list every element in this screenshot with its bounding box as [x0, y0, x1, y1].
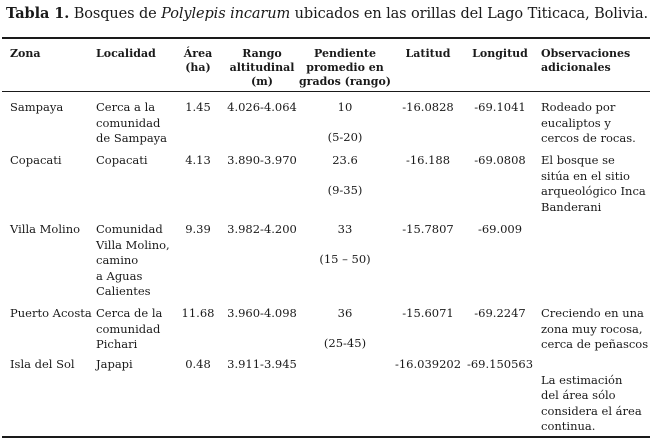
cell-area: 9.39: [185, 222, 211, 236]
cell-area: 4.13: [185, 153, 211, 167]
cell-observaciones: Rodeado por eucaliptos y cercos de rocas.: [541, 100, 636, 145]
cell-localidad: Cerca de la comunidad Pichari: [96, 306, 163, 351]
cell-latitud: -15.7807: [402, 222, 454, 236]
header-localidad: Localidad: [96, 47, 156, 60]
cell-area: 11.68: [181, 306, 215, 320]
cell-longitud: -69.0808: [474, 153, 526, 167]
cell-longitud: -69.2247: [474, 306, 526, 320]
cell-observaciones: La estimación del área sólo considera el área continua.: [541, 372, 642, 433]
table-top-rule: [2, 37, 650, 39]
cell-pendiente-rango: (5-20): [327, 130, 363, 144]
header-longitud: Longitud: [472, 47, 528, 60]
cell-longitud: -69.150563: [466, 357, 534, 371]
cell-zona: Copacati: [10, 153, 62, 167]
cell-area: 0.48: [185, 357, 211, 371]
cell-pendiente: 23.6: [332, 153, 358, 167]
caption-species: Polylepis incarum: [161, 6, 291, 22]
header-observaciones: Observaciones adicionales: [541, 47, 631, 74]
cell-pendiente-rango: (25-45): [323, 336, 367, 350]
cell-pendiente: 10: [337, 100, 353, 114]
table-caption: [0, 5, 654, 22]
cell-zona: Puerto Acosta: [10, 306, 92, 320]
table-header-rule: [2, 91, 650, 92]
header-latitud: Latitud: [405, 47, 451, 60]
cell-pendiente-rango: (9-35): [327, 183, 363, 197]
cell-area: 1.45: [185, 100, 211, 114]
cell-pendiente-rango: (15 – 50): [319, 252, 371, 266]
cell-localidad: Japapi: [96, 357, 133, 371]
cell-latitud: -15.6071: [402, 306, 454, 320]
cell-rango: 4.026-4.064: [227, 100, 297, 114]
cell-localidad: Cerca a la comunidad de Sampaya: [96, 100, 168, 145]
cell-rango: 3.890-3.970: [227, 153, 297, 167]
header-zona: Zona: [10, 47, 41, 60]
cell-localidad: Copacati: [96, 153, 148, 167]
header-area: Área (ha): [183, 47, 213, 74]
header-rango: Rango altitudinal (m): [229, 47, 295, 88]
table-bottom-rule: [2, 436, 650, 438]
cell-zona: Isla del Sol: [10, 357, 75, 371]
caption-text-pre: Bosques de: [69, 6, 162, 22]
cell-observaciones: Creciendo en una zona muy rocosa, cerca de peñascos: [541, 306, 649, 351]
caption-label: Tabla 1.: [5, 5, 70, 22]
cell-rango: 3.960-4.098: [227, 306, 297, 320]
header-pendiente: Pendiente promedio en grados (rango): [298, 47, 392, 88]
cell-zona: Sampaya: [10, 100, 64, 114]
cell-latitud: -16.0828: [402, 100, 454, 114]
cell-latitud: -16.039202: [394, 357, 462, 371]
cell-observaciones: El bosque se sitúa en el sitio arqueológico Inca Banderani: [541, 153, 646, 214]
cell-rango: 3.982-4.200: [227, 222, 297, 236]
cell-longitud: -69.1041: [474, 100, 526, 114]
cell-pendiente: 36: [337, 306, 353, 320]
cell-rango: 3.911-3.945: [227, 357, 297, 371]
cell-pendiente: 33: [337, 222, 353, 236]
caption-text-post: ubicados en las orillas del Lago Titicaca, Bolivia.: [290, 6, 649, 22]
cell-latitud: -16.188: [405, 153, 451, 167]
cell-longitud: -69.009: [477, 222, 523, 236]
cell-localidad: Comunidad Villa Molino, camino a Aguas Calientes: [96, 222, 170, 298]
cell-zona: Villa Molino: [10, 222, 81, 236]
